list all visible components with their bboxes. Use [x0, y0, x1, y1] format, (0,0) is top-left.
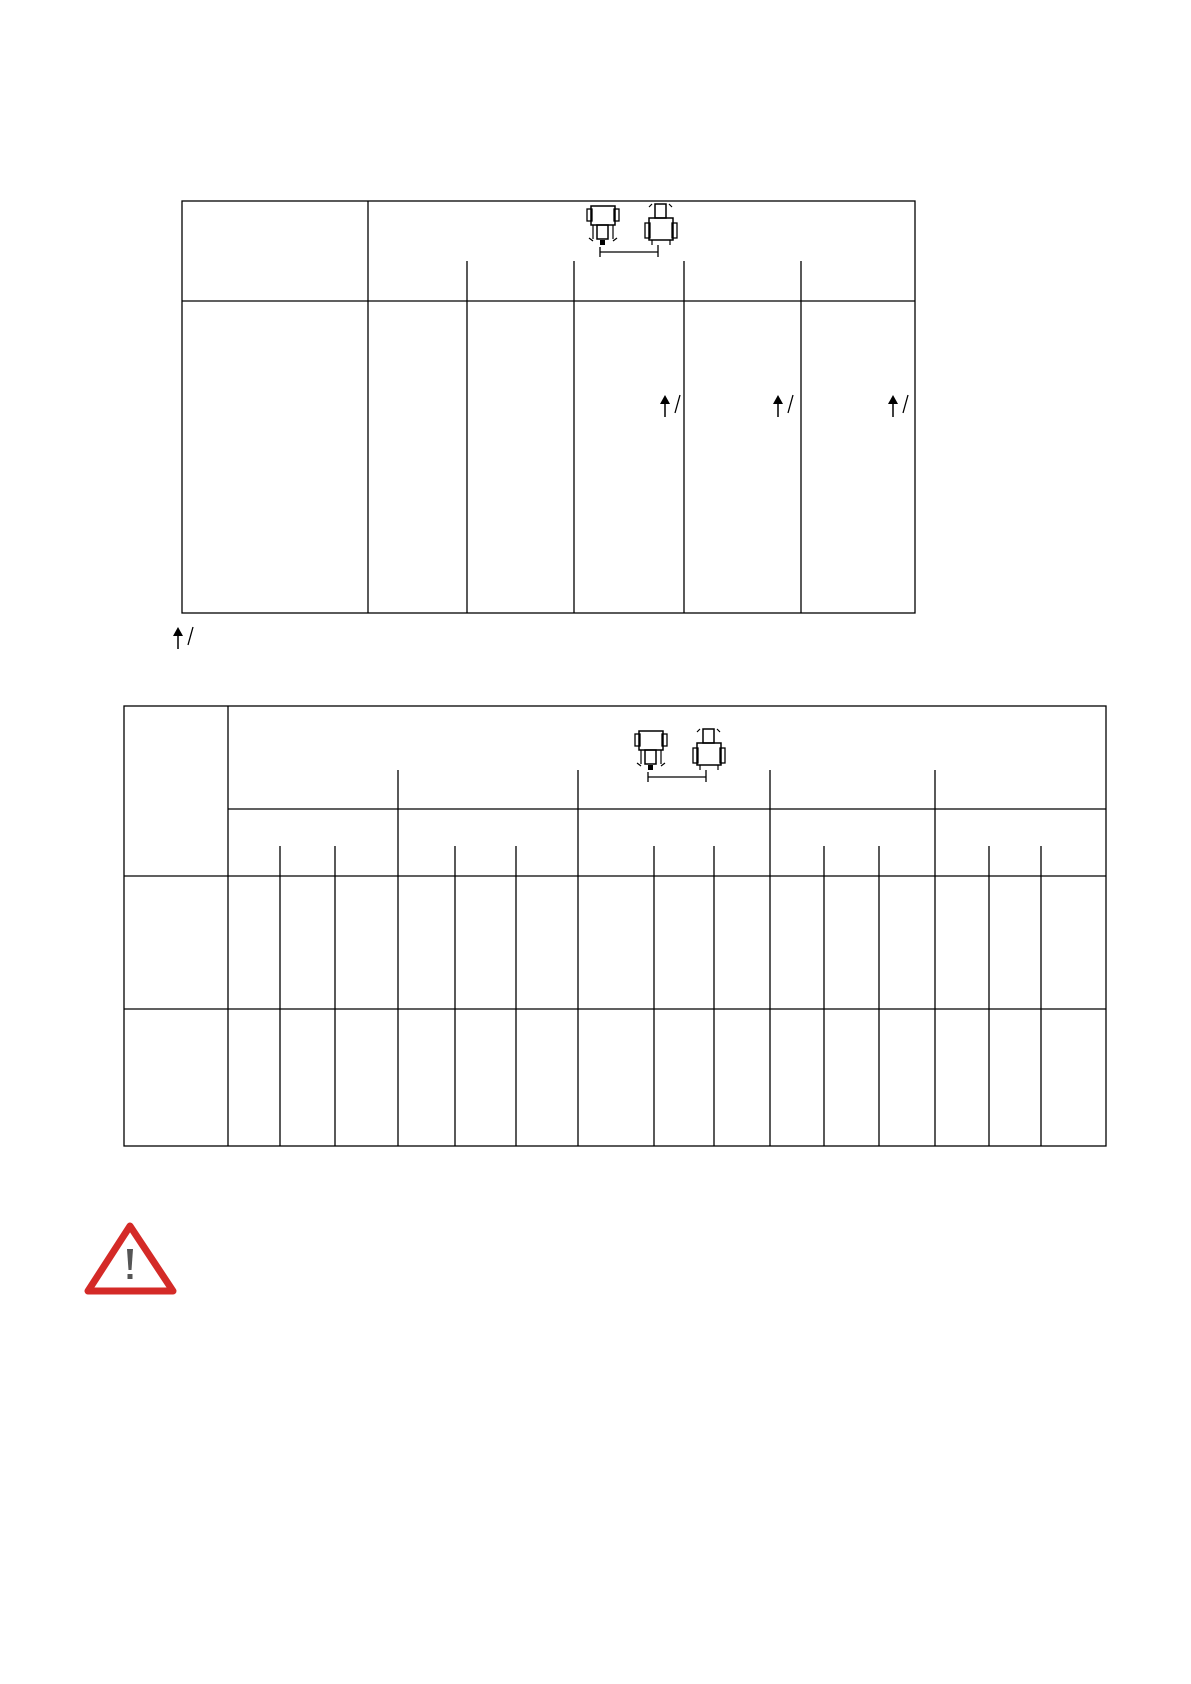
warning-triangle-icon — [88, 1226, 173, 1291]
table-2-border — [124, 706, 1106, 1146]
arrow-up-slash-icon — [173, 627, 193, 649]
arrow-up-slash-icon — [773, 395, 793, 417]
tractor-track-width-icon — [635, 729, 725, 782]
arrow-up-slash-icon — [660, 395, 680, 417]
arrow-up-slash-icon — [888, 395, 908, 417]
tractor-track-width-icon — [587, 204, 677, 257]
table-1-border — [182, 201, 915, 613]
spec-table-2 — [124, 706, 1106, 1146]
spec-table-1 — [182, 201, 915, 613]
